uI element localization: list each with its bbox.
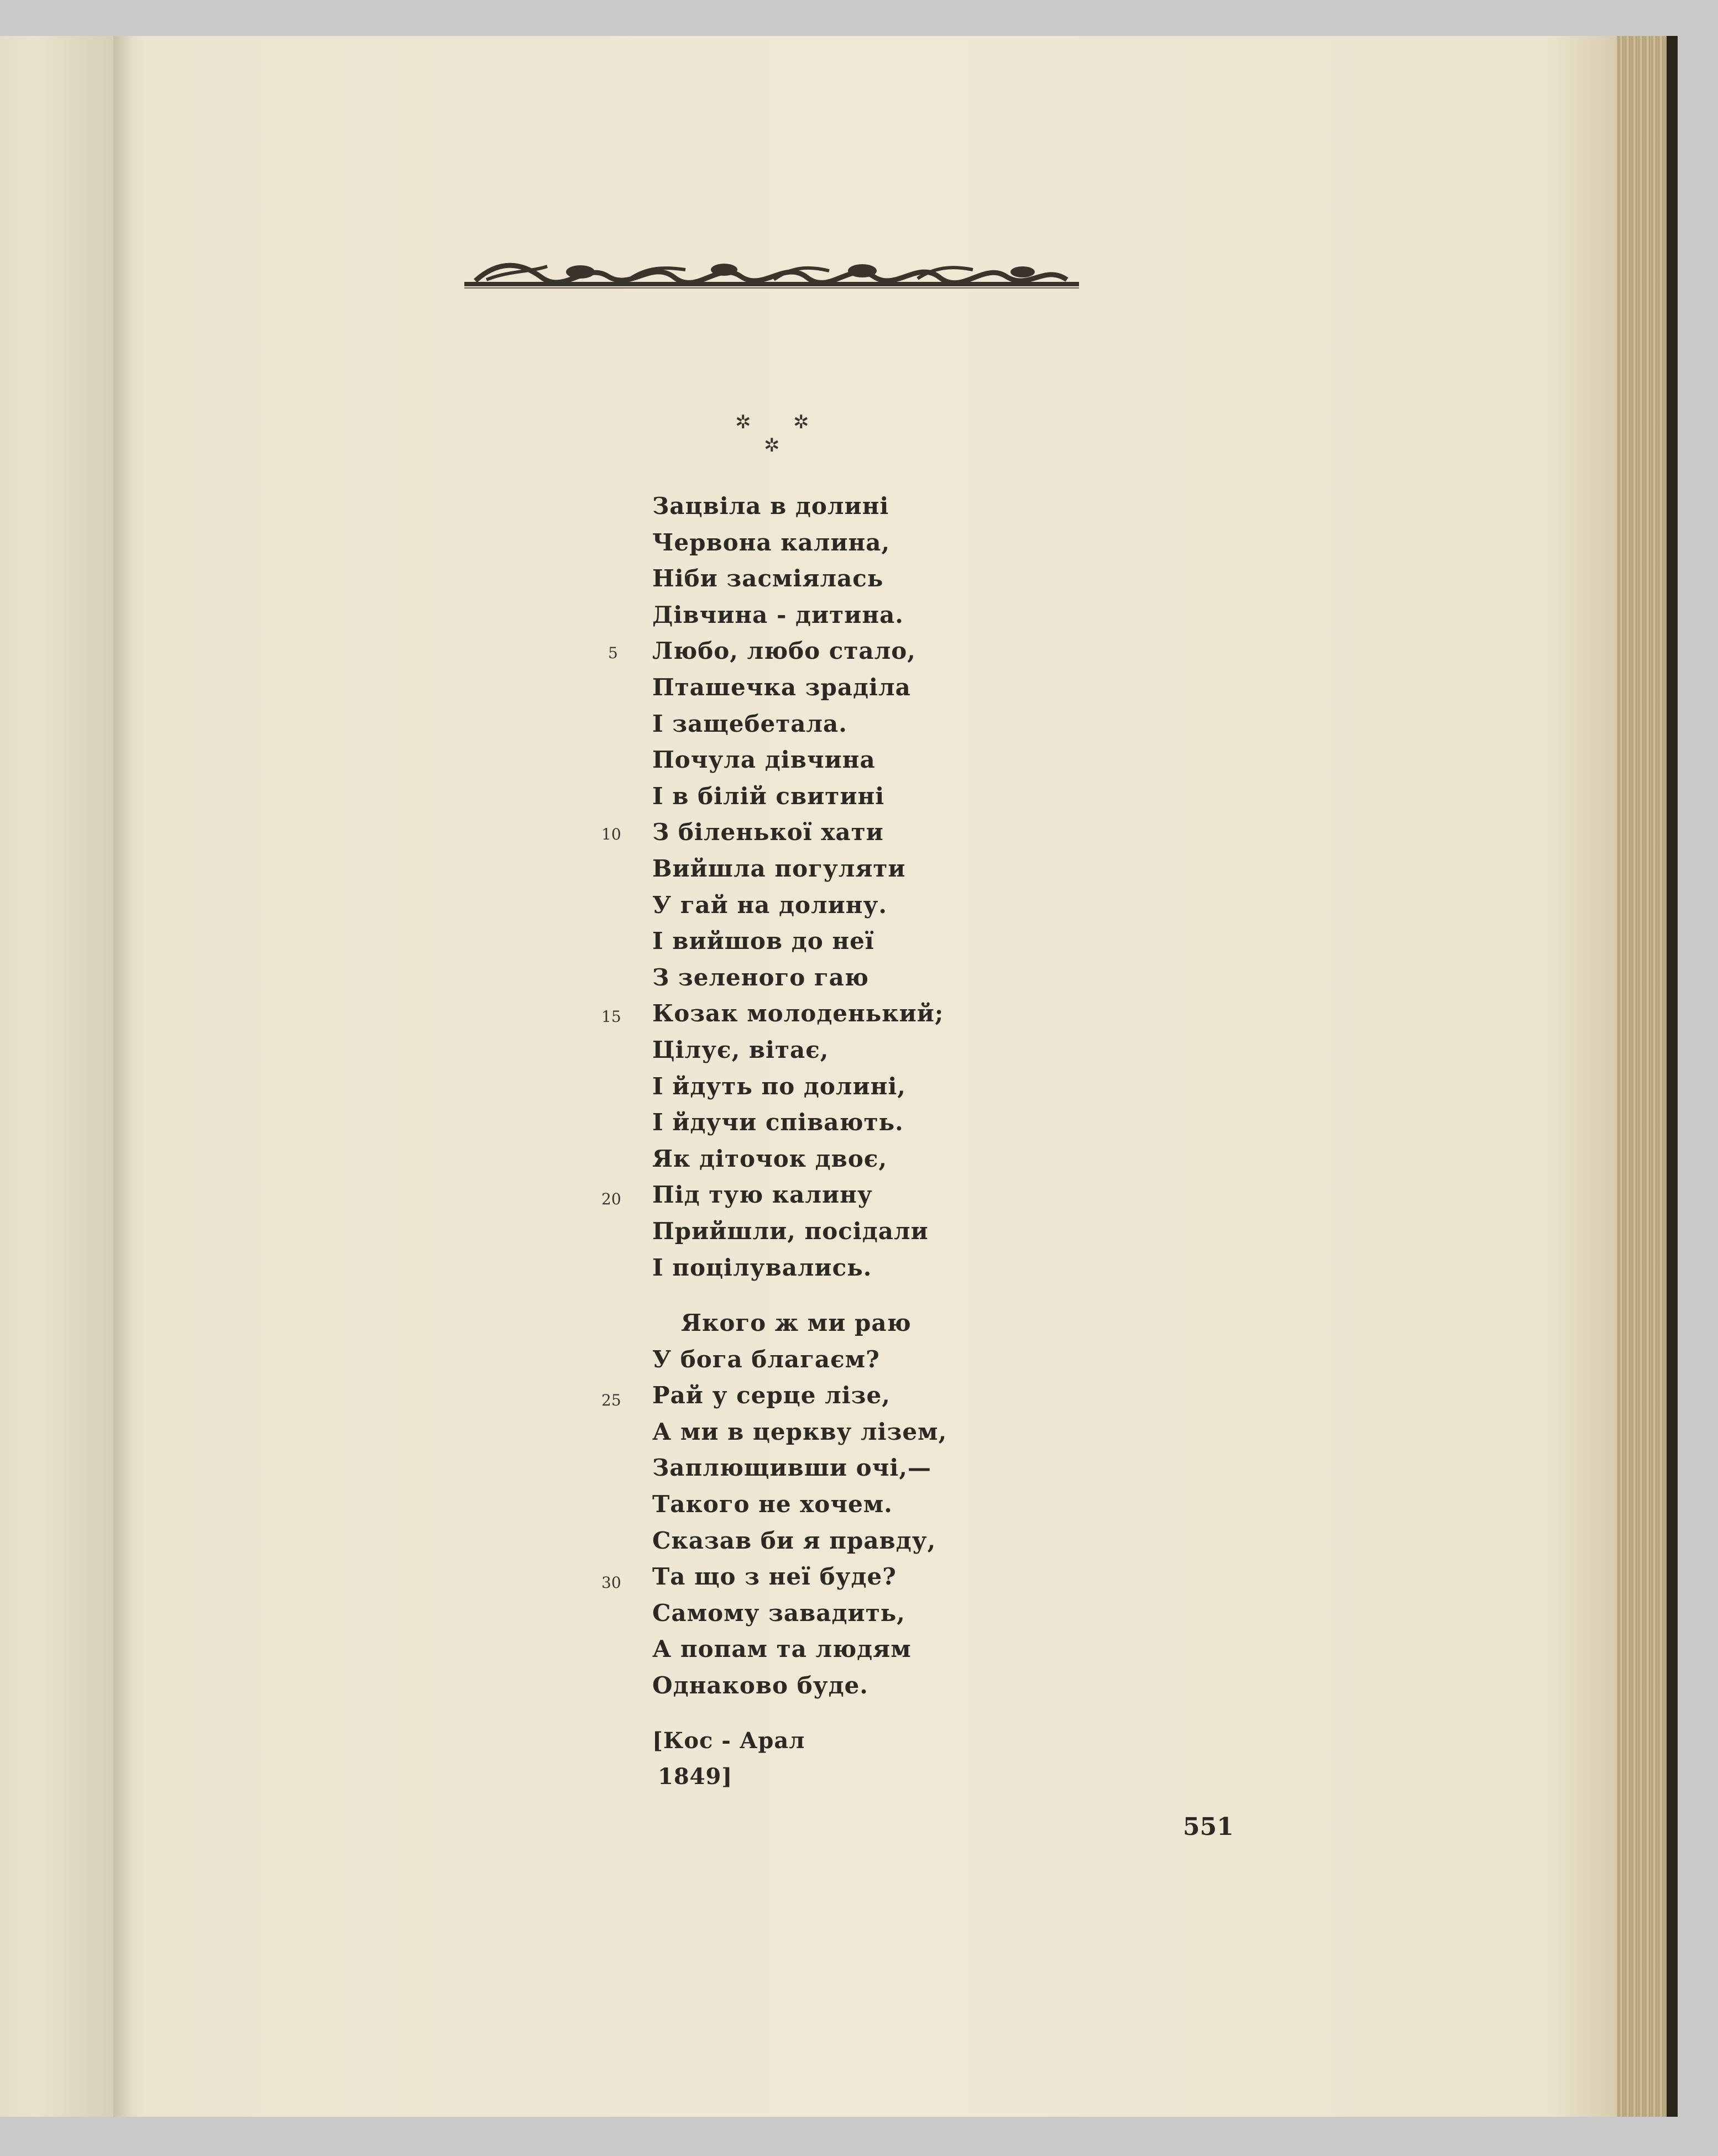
line-number: 5 [608,644,618,662]
poem-line: Ніби засміялась [652,565,884,592]
line-number: 25 [601,1391,621,1409]
poem-line: Якого ж ми раю [681,1309,912,1336]
svg-text:✲: ✲ [735,411,751,433]
svg-text:✲: ✲ [764,434,780,456]
poem-line: Однаково буде. [652,1672,868,1699]
poem-line: Вийшла погуляти [652,855,906,882]
page-gutter [113,36,132,2117]
poem-line: Під тую калину [652,1181,873,1209]
poem-line: Самому завадить, [652,1599,905,1627]
poem-line: Як діточок двоє, [652,1145,888,1172]
poem-line: З біленької хати [652,819,884,846]
poem-line: Червона калина, [652,528,891,556]
poem-line: І защебетала. [652,710,847,737]
poem-line: Почула дівчина [652,746,876,774]
page-edge-shadow [1667,36,1678,2117]
page-number: 551 [1183,1813,1234,1841]
poem-line: А ми в церкву лізем, [652,1418,947,1445]
line-number: 30 [601,1573,621,1592]
poem-line: Та що з неї буде? [652,1563,897,1591]
poem-line: Пташечка зраділа [652,674,911,701]
poem-line: Заплющивши очі,— [652,1454,931,1482]
signature-year: 1849] [658,1764,733,1790]
poem-line: І в білій свитині [652,782,885,810]
poem-line: А попам та людям [652,1635,912,1663]
signature-place: [Кос - Арал [652,1728,805,1754]
poem-line: З зеленого гаю [652,963,869,991]
line-number: 20 [601,1190,621,1208]
asterism-icon [724,406,824,456]
poem-line: І вийшов до неї [652,927,874,955]
poem-line: Любо, любо стало, [652,637,916,665]
poem-line: Прийшли, посідали [652,1218,929,1245]
line-number: 10 [601,825,621,843]
svg-text:✲: ✲ [793,411,809,433]
asterism [724,406,824,456]
poem-line: Козак молоденький; [652,1000,944,1027]
poem-line: Цілує, вітає, [652,1036,829,1063]
poem-line: Рай у серце лізе, [652,1382,891,1409]
decorative-ornament [464,255,1079,293]
poem-line: Сказав би я правду, [652,1526,936,1554]
line-number: 15 [601,1008,621,1026]
poem-line: І йдучи співають. [652,1109,904,1136]
poem-line: Такого не хочем. [652,1491,893,1518]
poem-line: І поцілувались. [652,1253,872,1281]
poem-line: У бога благаєм? [652,1345,880,1373]
poem-line: І йдуть по долині, [652,1072,906,1100]
poem-line: Зацвіла в долині [652,492,889,520]
poem-line: У гай на долину. [652,891,888,919]
poem-line: Дівчина - дитина. [652,601,904,628]
